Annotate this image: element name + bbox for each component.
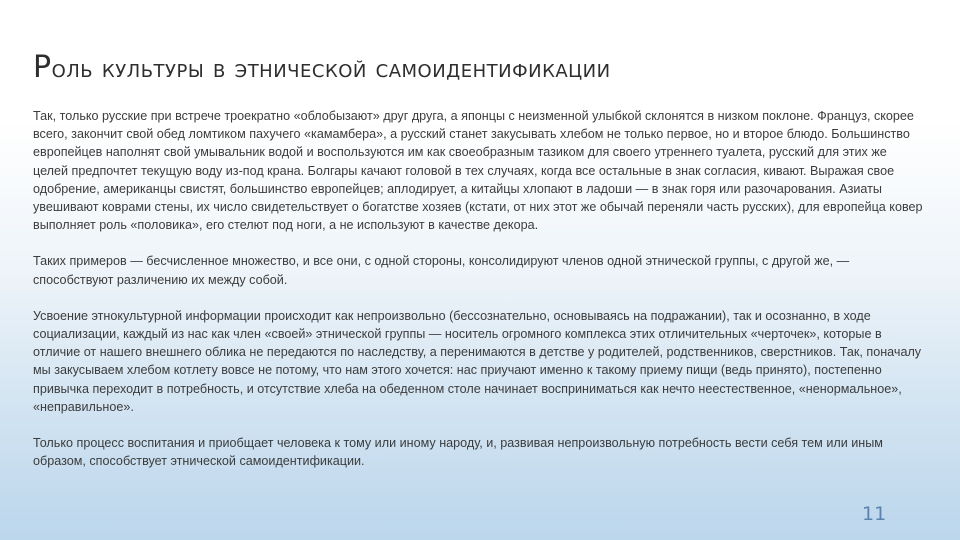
page-number: 11 (862, 503, 887, 525)
slide-title (33, 50, 611, 85)
slide-title-initial: Р (33, 50, 52, 85)
body-paragraph-3: Усвоение этнокультурной информации происходит как непроизвольно (бессознательно, основываясь на подражании), так и осознанно, в ходе социализации, каждый из нас как член «своей» этнической группы — носитель огромного комплекса этих отличительных «черточек», которые в отличие от нашего внешнего облика не передаются по наследству, а перенимаются в детстве у родителей, родственников, сверстников. Так, поначалу мы закусываем хлебом котлету вовсе не потому, что нам этого хочется: нас приучают именно к такому приему пищи (ведь принято), постепенно привычка переходит в потребность, и отсутствие хлеба на обеденном столе начинает восприниматься как нечто неестественное, «ненормальное», «неправильное». (33, 308, 922, 414)
body-paragraph-1: Так, только русские при встрече троекратно «облобызают» друг друга, а японцы с неизменной улыбкой склонятся в низком поклоне. Француз, скорее всего, закончит свой обед ломтиком пахучего «камамбера», а русский станет закусывать хлебом не только первое, но и второе блюдо. Большинство европейцев наполнят свой умывальник водой и воспользуются им как своеобразным тазиком для своего утреннего туалета, русский для этих же целей предпочтет текущую воду из-под крана. Болгары качают головой в тех случаях, когда все остальные в знак согласия, кивают. Выражая свое одобрение, американцы свистят, большинство европейцев; аплодирует, а китайцы хлопают в ладоши — в знак горя или разочарования. Азиаты увешивают коврами стены, их число свидетельствует о богатстве хозяев (кстати, от них этот же обычай переняли часть русских), для европейца ковер выполняет роль «половика», его стелют под ноги, а не используют в качестве декора. (33, 109, 923, 233)
body-paragraph-2: Таких примеров — бесчисленное множество, и все они, с одной стороны, консолидируют членов одной этнической группы, с другой же, — способствуют различению их между собой. (33, 254, 850, 287)
slide-title-rest: оль культуры в этнической самоидентификации (51, 54, 611, 84)
body-paragraph-4: Только процесс воспитания и приобщает человека к тому или иному народу, и, развивая непроизвольную потребность вести себя тем или иным образом, способствует этнической самоидентификации. (33, 436, 883, 469)
slide-body (33, 107, 923, 488)
